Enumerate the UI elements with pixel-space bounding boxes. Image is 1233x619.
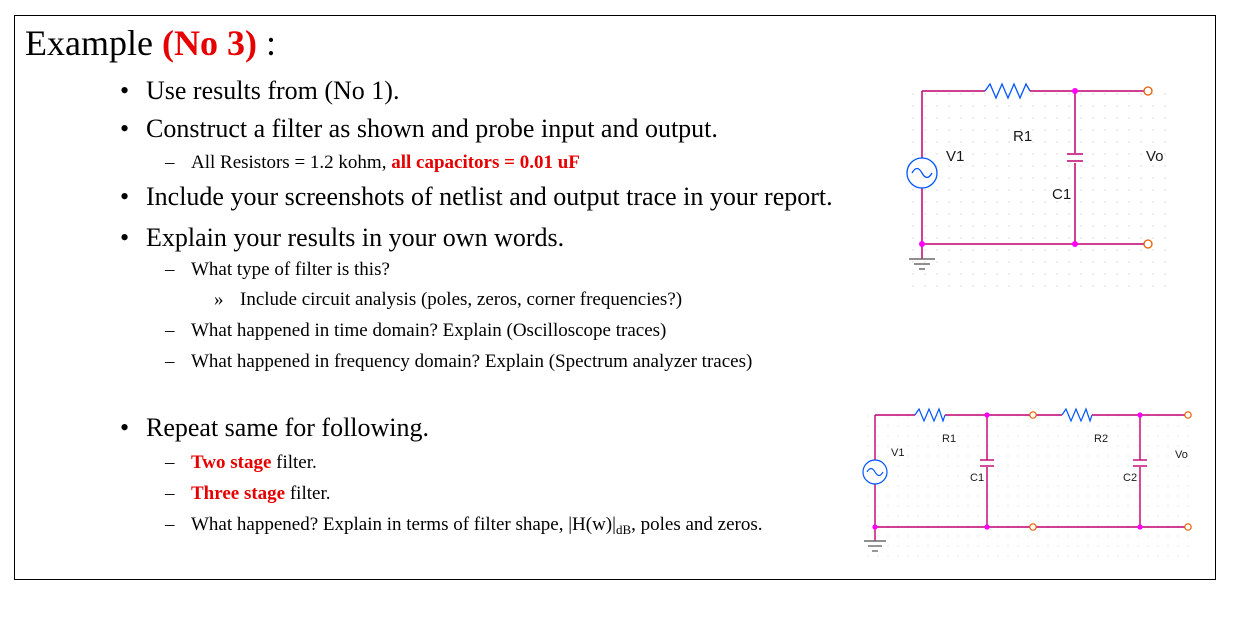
sub-bullet-text: filter. (271, 452, 317, 473)
bullet-construct-filter (120, 114, 718, 144)
bullet-text: Repeat same for following. (146, 413, 430, 442)
sub-bullet-time-domain (165, 320, 666, 342)
dash-symbol: – (165, 483, 175, 504)
slide-title (25, 22, 276, 64)
dash-symbol: – (165, 452, 175, 473)
bullet-symbol: • (120, 114, 130, 143)
label-r1: R1 (942, 433, 957, 445)
label-vo: Vo (1175, 449, 1188, 461)
bullet-text: Explain your results in your own words. (146, 223, 565, 252)
junction-dot (872, 524, 877, 529)
dash-symbol: – (165, 152, 175, 173)
sub-bullet-text: What happened in frequency domain? Explain (Spectrum analyzer traces) (191, 351, 753, 372)
bullet-symbol: • (120, 413, 130, 442)
sub-bullet-two-stage (165, 452, 317, 474)
sine-source-v1-icon (907, 158, 937, 188)
bullet-explain (120, 223, 564, 253)
sub-bullet-text: What type of filter is this? (191, 259, 390, 280)
sub-bullet-text: What happened? Explain in terms of filter shape, |H(w)| (191, 514, 616, 535)
bullet-text: Construct a filter as shown and probe input and output. (146, 114, 718, 143)
arrow-symbol: » (214, 289, 224, 310)
two-stage-highlight: Two stage (191, 452, 272, 473)
sub-bullet-three-stage (165, 483, 331, 505)
bullet-text: Include your screenshots of netlist and output trace in your report. (146, 182, 833, 211)
bullet-screenshots (120, 182, 833, 212)
slide-frame (14, 15, 1216, 580)
sub-sub-bullet-text: Include circuit analysis (poles, zeros, corner frequencies?) (240, 289, 683, 310)
dash-symbol: – (165, 351, 175, 372)
label-c1: C1 (1052, 186, 1072, 203)
junction-dot (1072, 88, 1078, 94)
dash-symbol: – (165, 514, 175, 535)
label-r1: R1 (1013, 128, 1033, 145)
dash-symbol: – (165, 259, 175, 280)
label-vo: Vo (1146, 148, 1164, 165)
junction-dot (984, 412, 989, 417)
sub-bullet-frequency-domain (165, 351, 752, 373)
label-r2: R2 (1094, 433, 1109, 445)
sub-bullet-filter-type (165, 259, 390, 281)
bullet-symbol: • (120, 182, 130, 211)
label-c2: C2 (1123, 472, 1138, 484)
title-number: (No 3) (161, 23, 257, 63)
output-terminal (1185, 524, 1191, 530)
resistor-value-text: All Resistors = 1.2 kohm, (191, 152, 392, 173)
output-terminal (1144, 87, 1152, 95)
output-terminal (1144, 240, 1152, 248)
junction-dot (919, 241, 925, 247)
sub-bullet-text: filter. (285, 483, 331, 504)
junction-dot (984, 524, 989, 529)
output-terminal (1185, 412, 1191, 418)
capacitor-value-text: all capacitors = 0.01 uF (391, 152, 580, 173)
sub-sub-bullet-circuit-analysis (214, 289, 682, 311)
stage-terminal (1030, 524, 1036, 530)
junction-dot (1072, 241, 1078, 247)
junction-dot (1137, 524, 1142, 529)
bullet-symbol: • (120, 223, 130, 252)
bullet-repeat (120, 413, 429, 443)
stage-terminal (1030, 412, 1036, 418)
grid-background (905, 86, 1170, 296)
sub-bullet-text-end: , poles and zeros. (631, 514, 763, 535)
sub-bullet-component-values (165, 152, 580, 174)
bullet-symbol: • (120, 76, 130, 105)
label-v1: V1 (891, 447, 905, 459)
junction-dot (1137, 412, 1142, 417)
three-stage-highlight: Three stage (191, 483, 286, 504)
db-subscript: dB (615, 522, 632, 537)
sub-bullet-what-happened (165, 514, 763, 538)
bullet-text: Use results from (No 1). (146, 76, 400, 105)
sine-source-v1-icon (863, 460, 887, 484)
sub-bullet-text: What happened in time domain? Explain (Oscilloscope traces) (191, 320, 667, 341)
bullet-use-results (120, 76, 399, 106)
rc-circuit-diagram (900, 81, 1175, 306)
title-prefix: Example (25, 23, 162, 63)
label-c1: C1 (970, 472, 985, 484)
label-v1: V1 (946, 148, 965, 165)
dash-symbol: – (165, 320, 175, 341)
title-suffix: : (256, 23, 276, 63)
two-stage-rc-circuit-diagram (857, 405, 1192, 570)
